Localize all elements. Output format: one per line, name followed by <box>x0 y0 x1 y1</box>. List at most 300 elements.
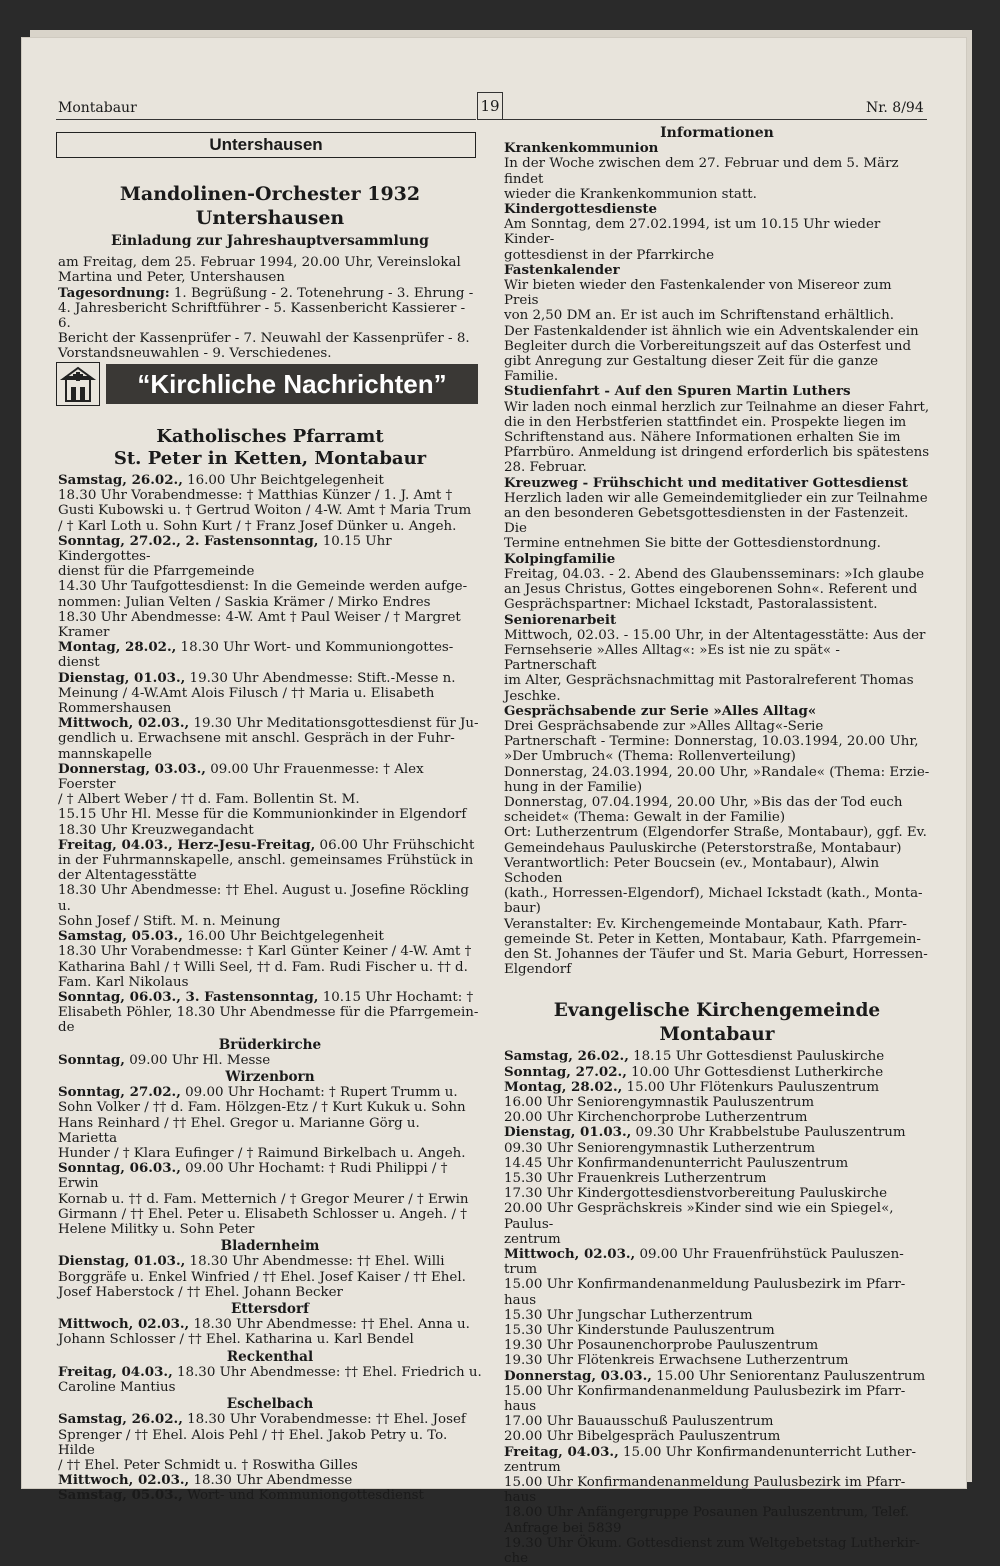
schedule-line <box>58 762 482 792</box>
line-text: 16.00 Uhr Beichtgelegenheit <box>182 929 384 945</box>
schedule-line <box>58 1146 482 1161</box>
line-text: scheidet« (Thema: Gewalt in der Familie) <box>504 810 786 826</box>
line-text: 15.00 Uhr Flötenkurs Pauluszentrum <box>622 1079 880 1095</box>
line-label: Montag, 28.02., <box>504 1078 623 1095</box>
line-label: Gesprächsabende zur Serie »Alles Alltag« <box>504 702 817 719</box>
schedule-line <box>58 488 482 503</box>
line-text: 14.45 Uhr Konfirmandenunterricht Pauluszentrum <box>504 1155 849 1171</box>
line-text: 19.30 Uhr Flötenkreis Erwachsene Lutherzentrum <box>504 1353 849 1369</box>
schedule-line <box>504 1277 930 1292</box>
schedule-line <box>58 731 482 746</box>
line-label: Sonntag, 27.02., 2. Fastensonntag, <box>58 532 319 549</box>
line-text: / †† Ehel. Peter Schmidt u. † Roswitha Gilles <box>58 1458 358 1473</box>
line-text: Johann Schlosser / †† Ehel. Katharina u. Karl Bendel <box>58 1332 414 1348</box>
line-text: 18.30 Uhr Abendmesse: †† Ehel. Willi <box>185 1254 445 1270</box>
schedule-line <box>504 1186 930 1201</box>
schedule-line <box>58 1317 482 1332</box>
line-label: Kindergottesdienste <box>504 201 658 218</box>
line-text: 18.30 Uhr Wort- und Kommuniongottes- <box>176 640 454 656</box>
line-text: 14.30 Uhr Taufgottesdienst: In die Gemeinde werden aufge- <box>58 579 468 595</box>
schedule-line <box>504 1171 930 1186</box>
line-text: haus <box>504 1399 537 1415</box>
header-rule-left <box>56 119 476 120</box>
line-text: Herzlich laden wir alle Gemeindemitglieder ein zur Teilnahme <box>504 490 928 506</box>
location-heading: Reckenthal <box>226 1348 314 1365</box>
schedule-line <box>504 1429 930 1444</box>
line-text: Sohn Josef / Stift. M. n. Meinung <box>58 913 281 929</box>
schedule-line <box>504 1323 930 1338</box>
line-text: Fam. Karl Nikolaus <box>58 974 189 990</box>
mandolin-line: am Freitag, dem 25. Februar 1994, 20.00 Uhr, Vereinslokal <box>58 255 461 271</box>
schedule-line <box>504 734 930 749</box>
church-news-banner <box>56 362 480 408</box>
schedule-line <box>58 1270 482 1285</box>
schedule-line <box>504 1156 930 1171</box>
line-text: 15.00 Uhr Konfirmandenanmeldung Paulusbezirk im Pfarr- <box>504 1383 906 1399</box>
line-label: Freitag, 04.03., <box>58 1363 173 1380</box>
schedule-line <box>58 610 482 625</box>
line-text: zentrum <box>504 1459 561 1475</box>
schedule-line <box>504 780 930 795</box>
page-number: 19 <box>477 92 503 120</box>
schedule-line <box>58 701 482 716</box>
agenda-line <box>58 331 482 346</box>
line-text: 20.00 Uhr Gesprächskreis »Kinder sind wie ein Spiegel«, Paulus- <box>504 1201 894 1232</box>
church-news-title: “Kirchliche Nachrichten” <box>106 364 478 404</box>
line-text: baur) <box>504 901 541 917</box>
schedule-line <box>504 1490 930 1505</box>
line-label: Krankenkommunion <box>504 140 659 157</box>
location-heading: Wirzenborn <box>225 1068 315 1085</box>
parish-title-line1: Katholisches Pfarramt <box>156 426 384 447</box>
line-text: Kornab u. †† d. Fam. Metternich / † Gregor Meurer / † Erwin <box>58 1191 469 1207</box>
schedule-line <box>504 1414 930 1429</box>
schedule-line <box>504 1399 930 1414</box>
schedule-line <box>504 582 930 597</box>
line-text: in der Fuhrmannskapelle, anschl. gemeinsames Frühstück in <box>58 853 474 869</box>
line-text: Jeschke. <box>504 688 561 704</box>
schedule-line <box>504 841 930 856</box>
agenda-line <box>58 346 482 361</box>
schedule-line <box>504 476 930 491</box>
line-text: 28. Februar. <box>504 460 587 476</box>
schedule-line <box>504 749 930 764</box>
schedule-line <box>504 901 930 916</box>
line-text: mannskapelle <box>58 746 152 762</box>
schedule-line <box>504 506 930 536</box>
line-text: trum <box>504 1262 538 1278</box>
schedule-line <box>504 1445 930 1460</box>
schedule-line <box>58 1053 482 1068</box>
line-text: 15.00 Uhr Konfirmandenanmeldung Paulusbezirk im Pfarr- <box>504 1475 906 1491</box>
schedule-line <box>58 1365 482 1380</box>
line-text: Wir laden noch einmal herzlich zur Teilnahme an dieser Fahrt, <box>504 399 930 415</box>
line-text: 18.30 Uhr Vorabendmesse: † Karl Günter Keiner / 4-W. Amt † <box>58 944 472 960</box>
line-text: nommen: Julian Velten / Saskia Krämer / Mirko Endres <box>58 594 431 610</box>
line-text: 19.30 Uhr Posaunenchorprobe Pauluszentrum <box>504 1338 819 1354</box>
schedule-line <box>504 187 930 202</box>
line-text: an Jesus Christus, Gottes eingeborenen Sohn«. Referent und <box>504 582 918 598</box>
line-text: Katharina Bahl / † Willi Seel, †† d. Fam. Rudi Fischer u. †† d. <box>58 959 468 975</box>
schedule-line <box>504 597 930 612</box>
schedule-line <box>504 552 930 567</box>
line-text: Girmann / †† Ehel. Peter u. Elisabeth Schlosser u. Angeh. / † <box>58 1206 467 1222</box>
line-text: Sprenger / †† Ehel. Alois Pehl / †† Ehel. Jakob Petry u. To. Hilde <box>58 1427 448 1458</box>
schedule-line <box>58 853 482 868</box>
line-text: Rommershausen <box>58 701 172 717</box>
line-text: (kath., Horressen-Elgendorf), Michael Ickstadt (kath., Monta- <box>504 886 923 902</box>
line-label: Montag, 28.02., <box>58 639 177 656</box>
information-title: Informationen <box>660 125 774 141</box>
schedule-line <box>504 1232 930 1247</box>
schedule-line <box>504 1080 930 1095</box>
schedule-line <box>58 1192 482 1207</box>
schedule-line <box>504 1293 930 1308</box>
line-label: Mittwoch, 02.03., <box>504 1246 636 1263</box>
line-text: dienst <box>58 655 100 671</box>
line-text: Termine entnehmen Sie bitte der Gottesdienstordnung. <box>504 536 881 552</box>
line-text: Pfarrbüro. Anmeldung ist dringend erforderlich bis spätestens <box>504 445 930 461</box>
schedule-line <box>58 655 482 670</box>
line-text: Caroline Mantius <box>58 1379 176 1395</box>
schedule-line <box>504 1262 930 1277</box>
schedule-line <box>504 278 930 308</box>
schedule-line <box>504 1095 930 1110</box>
line-text: Der Fastenkaldender ist ähnlich wie ein Adventskalender ein <box>504 323 919 339</box>
schedule-line <box>58 1116 482 1146</box>
schedule-line <box>58 929 482 944</box>
line-text: Fernsehserie »Alles Alltag«: »Es ist nie zu spät« - Partnerschaft <box>504 642 840 674</box>
agenda-label: Tagesordnung: <box>58 284 170 301</box>
line-text: gibt Anregung zur Gestaltung dieser Zeit für die ganze Familie. <box>504 354 879 385</box>
schedule-line <box>58 792 482 807</box>
schedule-line <box>504 1460 930 1475</box>
line-text: Josef Haberstock / †† Ehel. Johann Becker <box>58 1284 343 1300</box>
schedule-line <box>504 1338 930 1353</box>
line-text: 18.30 Uhr Abendmesse: †† Ehel. Anna u. <box>189 1317 470 1333</box>
schedule-line <box>58 1428 482 1458</box>
schedule-line <box>58 519 482 534</box>
schedule-line <box>58 838 482 853</box>
issue-number: Nr. 8/94 <box>866 100 924 116</box>
line-text: 15.00 Uhr Konfirmandenanmeldung Paulusbezirk im Pfarr- <box>504 1277 906 1293</box>
line-text: 18.30 Uhr Kreuzwegandacht <box>58 822 254 838</box>
line-text: 09.30 Uhr Krabbelstube Pauluszentrum <box>631 1125 906 1141</box>
line-label: Studienfahrt - Auf den Spuren Martin Luthers <box>504 383 851 400</box>
line-text: Gusti Kubowski u. † Gertrud Woiton / 4-W. Amt † Maria Trum <box>58 503 472 519</box>
schedule-line <box>58 975 482 990</box>
line-label: Kolpingfamilie <box>504 550 616 567</box>
schedule-line <box>58 1473 482 1488</box>
schedule-line <box>504 460 930 475</box>
schedule-line <box>504 719 930 734</box>
schedule-line <box>504 1141 930 1156</box>
header-location: Montabaur <box>58 100 137 116</box>
line-text: Borggräfe u. Enkel Winfried / †† Ehel. Josef Kaiser / †† Ehel. <box>58 1269 466 1285</box>
schedule-line <box>504 445 930 460</box>
mandolin-body <box>58 255 482 361</box>
schedule-line <box>58 625 482 640</box>
schedule-line <box>58 534 482 564</box>
line-text: 18.30 Uhr Abendmesse: †† Ehel. Friedrich u. <box>172 1364 482 1380</box>
line-text: Elisabeth Pöhler, 18.30 Uhr Abendmesse für die Pfarrgemein- <box>58 1005 479 1021</box>
schedule-line <box>58 473 482 488</box>
schedule-line <box>504 1308 930 1323</box>
line-text: von 2,50 DM an. Er ist auch im Schriftenstand erhältlich. <box>504 308 894 324</box>
line-text: 09.30 Uhr Seniorengymnastik Lutherzentrum <box>504 1140 816 1156</box>
line-text: 09.00 Uhr Hl. Messe <box>124 1052 271 1068</box>
line-text: Ort: Lutherzentrum (Elgendorfer Straße, Montabaur), ggf. Ev. <box>504 825 927 841</box>
line-text: 16.00 Uhr Beichtgelegenheit <box>182 473 384 488</box>
line-text: 06.00 Uhr Frühschicht <box>315 837 475 853</box>
line-text: haus <box>504 1292 537 1308</box>
schedule-line <box>58 671 482 686</box>
line-text: Veranstalter: Ev. Kirchengemeinde Montabaur, Kath. Pfarr- <box>504 916 907 932</box>
schedule-line <box>504 308 930 323</box>
schedule-line <box>504 1201 930 1231</box>
schedule-line <box>58 1488 482 1503</box>
schedule-line <box>504 765 930 780</box>
schedule-line <box>58 579 482 594</box>
line-text: de <box>58 1020 75 1036</box>
schedule-line <box>504 324 930 339</box>
line-label: Sonntag, <box>58 1051 125 1068</box>
evangelical-entries <box>504 1049 930 1566</box>
schedule-line <box>58 1085 482 1100</box>
line-text: 15.30 Uhr Jungschar Lutherzentrum <box>504 1307 753 1323</box>
schedule-line <box>58 1005 482 1020</box>
line-text: 10.15 Uhr Kindergottes- <box>58 533 392 565</box>
schedule-line <box>58 883 482 913</box>
line-text: den St. Johannes der Täufer und St. Maria Geburt, Horressen- <box>504 946 928 962</box>
line-text: Sohn Volker / †† d. Fam. Hölzgen-Etz / † Kurt Kukuk u. Sohn <box>58 1100 466 1116</box>
schedule-line <box>58 640 482 655</box>
schedule-line <box>58 1332 482 1347</box>
line-label: Dienstag, 01.03., <box>58 669 186 686</box>
line-text: die in den Herbstferien stattfindet ein. Prospekte liegen im <box>504 414 907 430</box>
line-text: 15.30 Uhr Frauenkreis Lutherzentrum <box>504 1171 767 1186</box>
schedule-line <box>504 1475 930 1490</box>
line-label: Freitag, 04.03., Herz-Jesu-Freitag, <box>58 836 316 853</box>
schedule-line <box>504 1125 930 1140</box>
schedule-line <box>504 248 930 263</box>
schedule-line <box>504 917 930 932</box>
schedule-line <box>504 689 930 704</box>
line-label: Samstag, 26.02., <box>504 1048 629 1065</box>
line-text: gemeinde St. Peter in Ketten, Montabaur, Kath. Pfarrgemein- <box>504 931 921 947</box>
schedule-line <box>504 1353 930 1368</box>
line-text: zentrum <box>504 1231 561 1247</box>
location-heading: Bladernheim <box>220 1238 320 1255</box>
line-text: 09.00 Uhr Frauenfrühstück Pauluszen- <box>635 1247 904 1263</box>
schedule-line <box>58 747 482 762</box>
line-label: Fastenkalender <box>504 261 620 278</box>
line-text: Gesprächspartner: Michael Ickstadt, Pastoralassistent. <box>504 597 878 613</box>
schedule-line <box>504 932 930 947</box>
line-text: haus <box>504 1490 537 1506</box>
schedule-line <box>58 807 482 822</box>
line-label: Donnerstag, 03.03., <box>504 1367 652 1384</box>
schedule-line <box>504 141 930 156</box>
header-rule-right <box>503 119 927 120</box>
line-label: Freitag, 04.03., <box>504 1443 619 1460</box>
schedule-line <box>58 1222 482 1237</box>
line-text: 18.15 Uhr Gottesdienst Pauluskirche <box>628 1049 885 1065</box>
line-label: Samstag, 05.03., <box>58 928 183 945</box>
schedule-line <box>504 810 930 825</box>
line-label: Sonntag, 06.03., <box>58 1160 181 1177</box>
line-text: che <box>504 1551 529 1566</box>
schedule-line <box>58 1285 482 1300</box>
schedule-line <box>504 1505 930 1520</box>
schedule-line <box>504 567 930 582</box>
line-text: 18.30 Uhr Abendmesse <box>189 1473 353 1489</box>
schedule-line <box>504 856 930 886</box>
schedule-line <box>504 400 930 415</box>
line-text: hung in der Familie) <box>504 779 643 795</box>
schedule-line <box>504 156 930 186</box>
line-text: 18.30 Uhr Vorabendmesse: †† Ehel. Josef <box>182 1412 466 1428</box>
line-text: 10.15 Uhr Hochamt: † <box>318 989 474 1005</box>
line-label: Sonntag, 06.03., 3. Fastensonntag, <box>58 988 319 1005</box>
schedule-line <box>504 1065 930 1080</box>
line-label: Sonntag, 27.02., <box>58 1084 181 1101</box>
line-text: 20.00 Uhr Bibelgespräch Pauluszentrum <box>504 1429 781 1445</box>
schedule-line <box>504 354 930 384</box>
line-text: gottesdienst in der Pfarrkirche <box>504 247 715 263</box>
line-text: Mittwoch, 02.03. - 15.00 Uhr, in der Altentagesstätte: Aus der <box>504 627 926 643</box>
schedule-line <box>58 686 482 701</box>
agenda-text: Vorstandsneuwahlen - 9. Verschiedenes. <box>58 346 332 362</box>
line-text: an den besonderen Gebetsgottesdiensten in der Fastenzeit. Die <box>504 506 909 537</box>
schedule-line <box>504 795 930 810</box>
schedule-line <box>504 1049 930 1064</box>
line-text: Am Sonntag, dem 27.02.1994, ist um 10.15 Uhr wieder Kinder- <box>504 217 881 248</box>
schedule-line <box>504 263 930 278</box>
line-text: 15.30 Uhr Kinderstunde Pauluszentrum <box>504 1323 775 1339</box>
line-text: Meinung / 4-W.Amt Alois Filusch / †† Maria u. Elisabeth <box>58 685 435 701</box>
line-text: 10.00 Uhr Gottesdienst Lutherkirche <box>626 1064 884 1080</box>
line-text: 09.00 Uhr Hochamt: † Rudi Philippi / † Erwin <box>58 1161 448 1192</box>
line-label: Samstag, 26.02., <box>58 472 183 488</box>
line-text: Freitag, 04.03. - 2. Abend des Glaubensseminars: »Ich glaube <box>504 566 925 582</box>
agenda-text: 4. Jahresbericht Schriftführer - 5. Kassenbericht Kassierer - 6. <box>58 300 466 332</box>
location-heading: Eschelbach <box>226 1396 314 1413</box>
schedule-line <box>58 1100 482 1115</box>
parish-entries <box>58 473 482 1504</box>
section-title-untershausen: Untershausen <box>56 132 476 158</box>
schedule-line <box>504 886 930 901</box>
schedule-line <box>504 202 930 217</box>
location-heading: Brüderkirche <box>218 1036 322 1053</box>
line-label: Sonntag, 27.02., <box>504 1063 627 1080</box>
mandolin-title: Mandolinen-Orchester 1932 Untershausen <box>119 183 421 229</box>
line-text: Schriftenstand aus. Nähere Informationen erhalten Sie im <box>504 430 901 446</box>
schedule-line <box>504 628 930 643</box>
schedule-line <box>504 613 930 628</box>
schedule-line <box>58 1207 482 1222</box>
line-text: / † Albert Weber / †† d. Fam. Bollentin St. M. <box>58 792 360 808</box>
line-text: 09.00 Uhr Hochamt: † Rupert Trumm u. <box>180 1085 458 1101</box>
line-text: 18.30 Uhr Abendmesse: 4-W. Amt † Paul Weiser / † Margret <box>58 609 461 625</box>
schedule-line <box>504 673 930 688</box>
schedule-line <box>504 947 930 962</box>
line-text: Hans Reinhard / †† Ehel. Gregor u. Marianne Görg u. Marietta <box>58 1115 420 1146</box>
agenda-line <box>58 286 482 301</box>
schedule-line <box>58 944 482 959</box>
line-text: 19.30 Uhr Meditationsgottesdienst für Ju- <box>189 716 479 732</box>
parish-title-line2: St. Peter in Ketten, Montabaur <box>113 448 427 469</box>
schedule-line <box>58 1458 482 1473</box>
schedule-line <box>504 1247 930 1262</box>
schedule-line <box>504 1384 930 1399</box>
line-label: Samstag, 05.03., <box>58 1487 183 1504</box>
line-text: 15.00 Uhr Seniorentanz Pauluszentrum <box>651 1368 926 1384</box>
line-text: dienst für die Pfarrgemeinde <box>58 564 255 580</box>
line-text: Hunder / † Klara Eufinger / † Raimund Birkelbach u. Angeh. <box>58 1145 466 1161</box>
line-text: Elgendorf <box>504 962 572 978</box>
line-label: Mittwoch, 02.03., <box>58 715 190 732</box>
schedule-line <box>58 1412 482 1427</box>
schedule-line <box>58 716 482 731</box>
line-text: / † Karl Loth u. Sohn Kurt / † Franz Josef Dünker u. Angeh. <box>58 518 457 534</box>
schedule-line <box>58 1380 482 1395</box>
schedule-line <box>504 339 930 354</box>
line-label: Seniorenarbeit <box>504 611 617 628</box>
line-text: 18.30 Uhr Vorabendmesse: † Matthias Künzer / 1. J. Amt † <box>58 488 453 504</box>
line-text: Verantwortlich: Peter Boucsein (ev., Montabaur), Alwin Schoden <box>504 855 880 886</box>
line-text: Partnerschaft - Termine: Donnerstag, 10.03.1994, 20.00 Uhr, <box>504 734 919 750</box>
line-text: im Alter, Gesprächsnachmittag mit Pastoralreferent Thomas <box>504 673 914 689</box>
line-label: Dienstag, 01.03., <box>504 1124 632 1141</box>
information-entries <box>504 141 930 977</box>
line-label: Samstag, 26.02., <box>58 1411 183 1428</box>
line-text: wieder die Krankenkommunion statt. <box>504 186 757 202</box>
line-text: Begleiter durch die Vorbereitungszeit auf das Osterfest und <box>504 338 912 354</box>
line-text: Kramer <box>58 625 110 641</box>
schedule-line <box>58 1254 482 1269</box>
line-text: Donnerstag, 24.03.1994, 20.00 Uhr, »Randale« (Thema: Erzie- <box>504 764 930 780</box>
schedule-line <box>504 384 930 399</box>
schedule-line <box>58 503 482 518</box>
schedule-line <box>504 704 930 719</box>
schedule-line <box>58 990 482 1005</box>
catholic-parish-schedule <box>58 426 482 1504</box>
line-text: 16.00 Uhr Seniorengymnastik Pauluszentrum <box>504 1094 815 1110</box>
schedule-line <box>504 825 930 840</box>
schedule-line <box>504 430 930 445</box>
line-text: Wir bieten wieder den Fastenkalender von Misereor zum Preis <box>504 278 892 309</box>
schedule-line <box>504 415 930 430</box>
schedule-line <box>504 1521 930 1536</box>
line-text: der Altentagesstätte <box>58 868 197 884</box>
schedule-line <box>58 823 482 838</box>
schedule-line <box>504 1369 930 1384</box>
schedule-line <box>504 491 930 506</box>
line-text: Helene Militky u. Sohn Peter <box>58 1221 255 1237</box>
line-text: 19.30 Uhr Ökum. Gottesdienst zum Weltgebetstag Lutherkir- <box>504 1535 920 1551</box>
line-text: 15.15 Uhr Hl. Messe für die Kommunionkinder in Elgendorf <box>58 807 467 823</box>
mandolin-subtitle: Einladung zur Jahreshauptversammlung <box>111 233 429 249</box>
agenda-text: 1. Begrüßung - 2. Totenehrung - 3. Ehrung - <box>169 285 474 301</box>
schedule-line <box>58 1161 482 1191</box>
schedule-line <box>58 960 482 975</box>
line-text: Donnerstag, 07.04.1994, 20.00 Uhr, »Bis das der Tod euch <box>504 794 903 810</box>
mandolin-line: Martina und Peter, Untershausen <box>58 270 285 286</box>
schedule-line <box>58 1020 482 1035</box>
agenda-line <box>58 301 482 331</box>
line-text: Anfrage bei 5839 <box>504 1520 622 1536</box>
